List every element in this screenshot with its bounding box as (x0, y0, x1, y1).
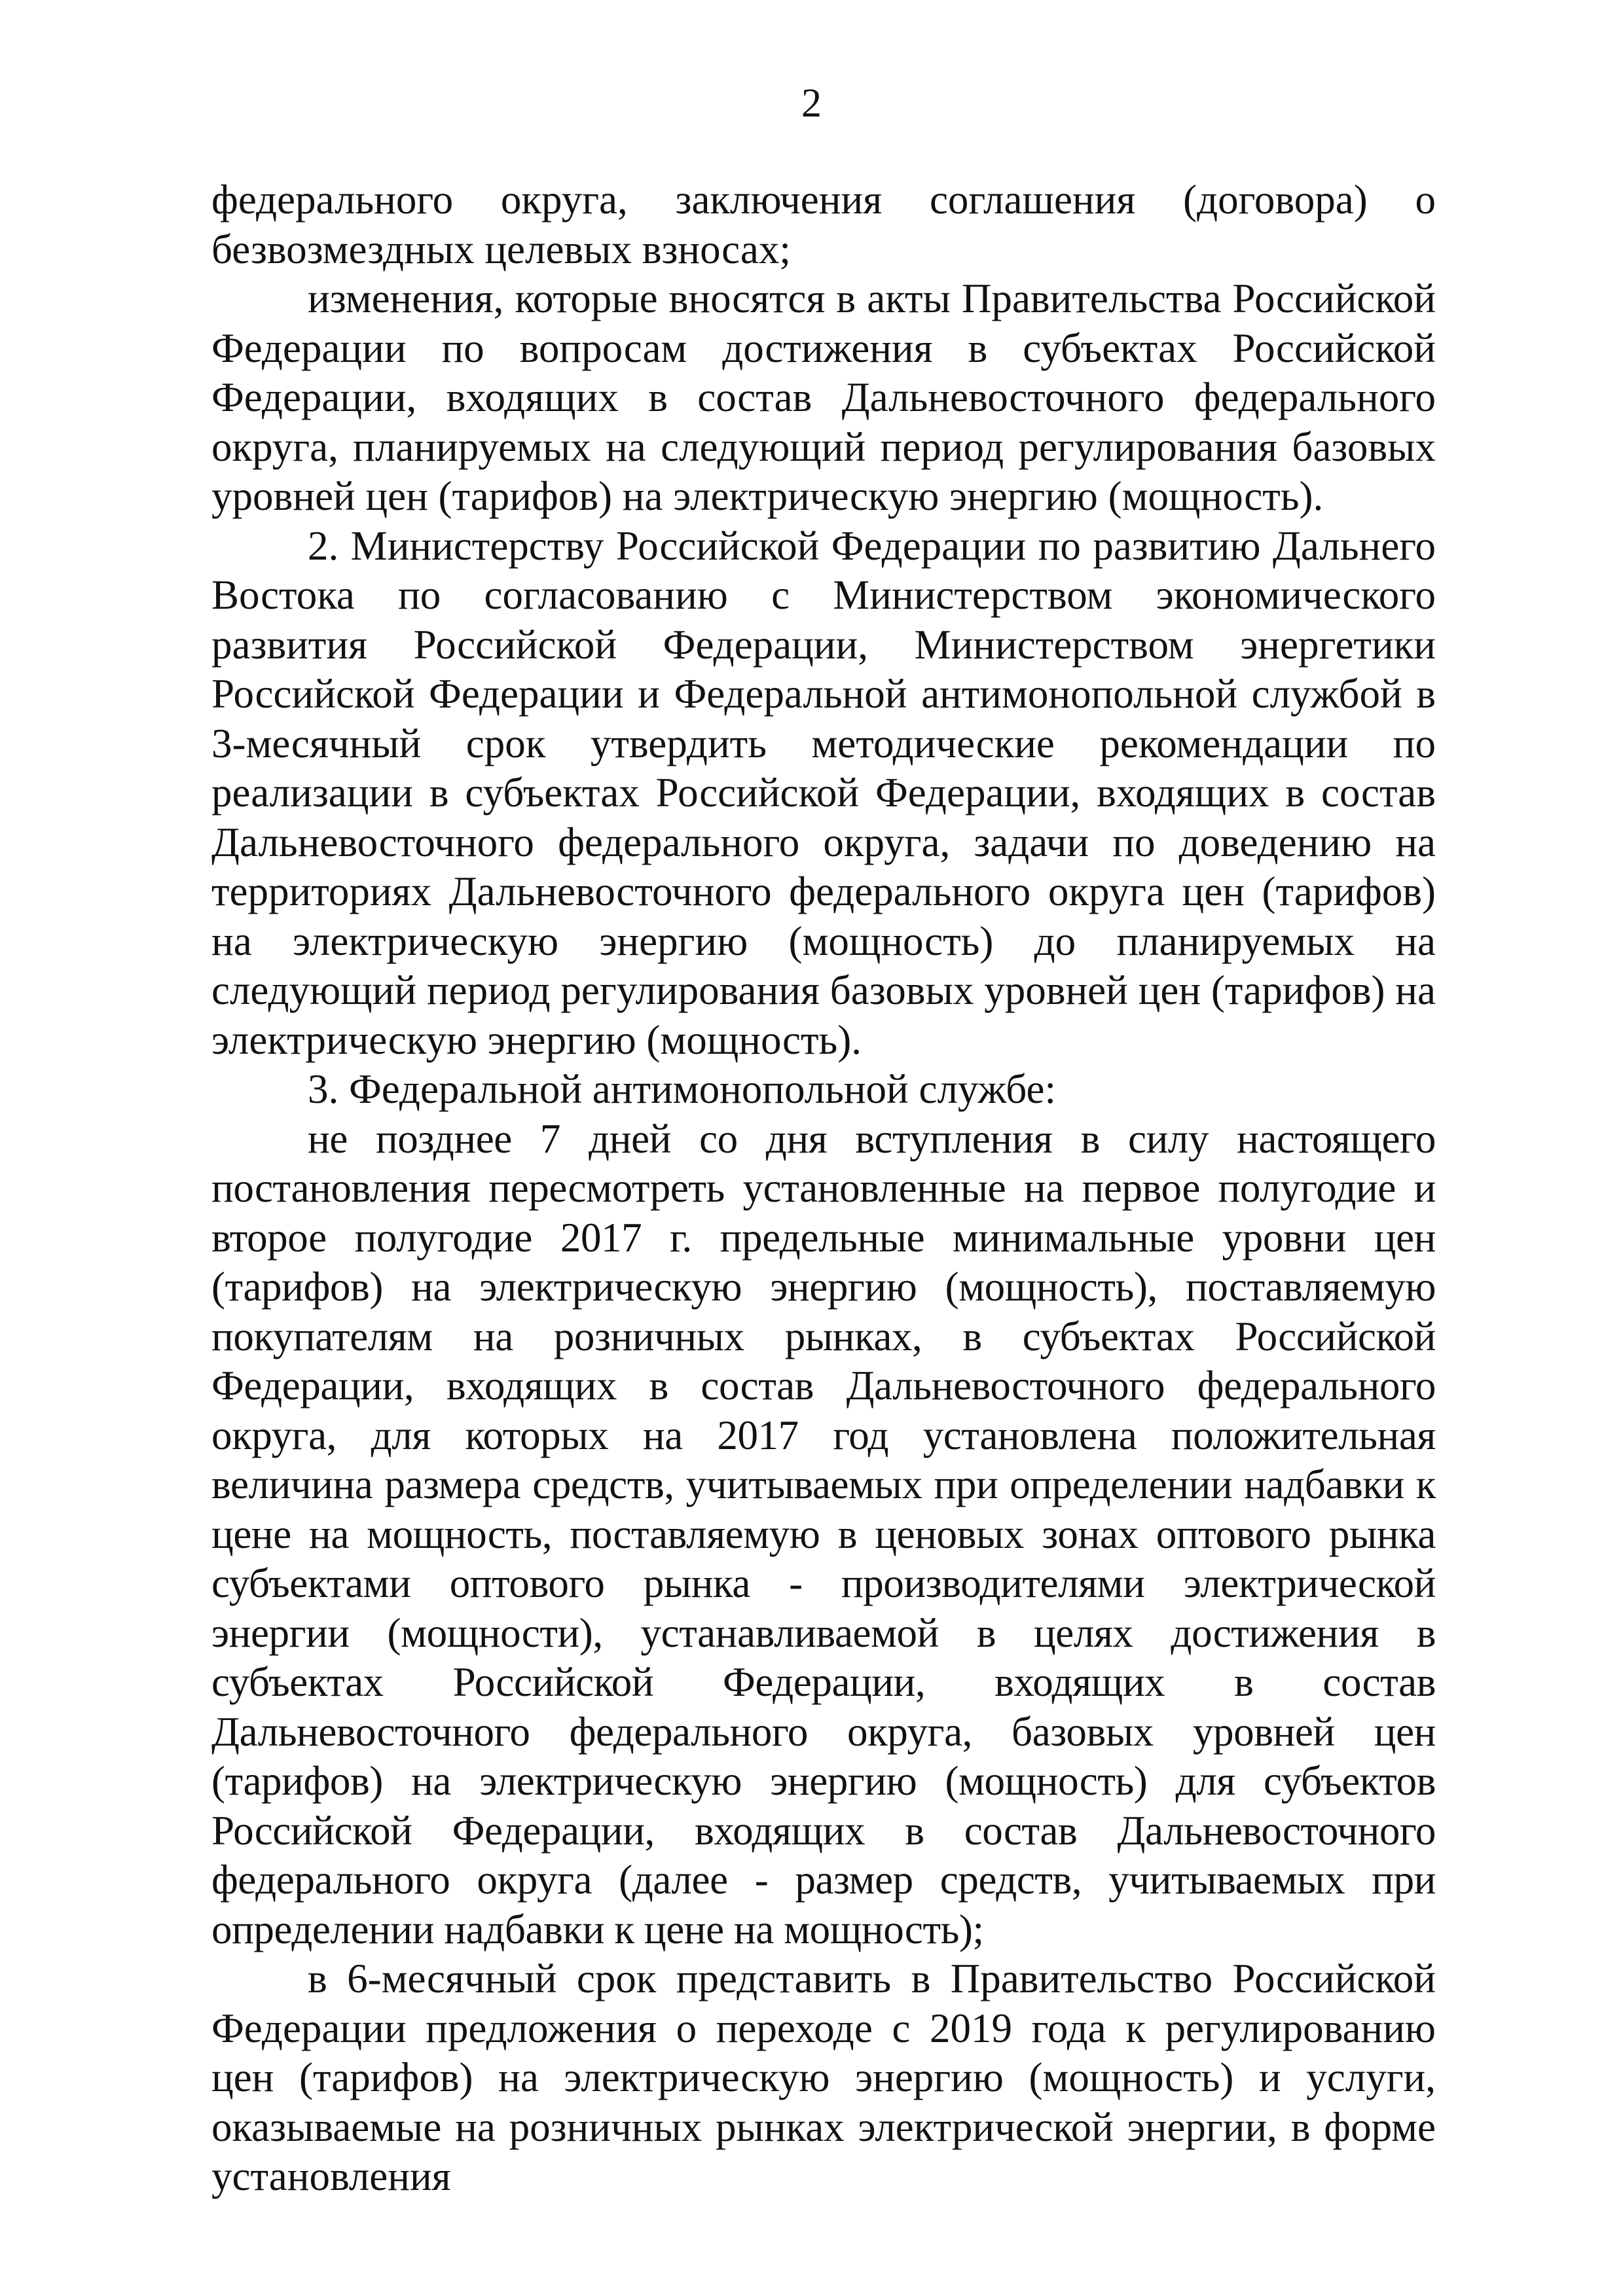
page-number: 2 (801, 81, 822, 126)
document-body (211, 175, 1436, 2202)
paragraph-item-3-sub-1: не позднее 7 дней со дня вступления в силу настоящего постановления пересмотреть установленные на первое полугодие и второе полугодие 2017 г. предельные минимальные уровни цен (тарифов) на электрическую энергию (мощность), поставляемую покупателям на розничных рынках, в субъектах Российской Федерации, входящих в состав Дальневосточного федерального округа, для которых на 2017 год установлена положительная величина размера средств, учитываемых при определении надбавки к цене на мощность, поставляемую в ценовых зонах оптового рынка субъектами оптового рынка - производителями электрической энергии (мощности), устанавливаемой в целях достижения в субъектах Российской Федерации, входящих в состав Дальневосточного федерального округа, базовых уровней цен (тарифов) на электрическую энергию (мощность) для субъектов Российской Федерации, входящих в состав Дальневосточного федерального округа (далее - размер средств, учитываемых при определении надбавки к цене на мощность); (211, 1115, 1436, 1952)
paragraph-item-3: 3. Федеральной антимонопольной службе: (308, 1066, 1056, 1112)
paragraph-continuation: федерального округа, заключения соглашения (договора) о безвозмездных целевых взносах; (211, 177, 1436, 272)
paragraph-item-3-sub-2: в 6-месячный срок представить в Правительство Российской Федерации предложения о переходе с 2019 года к регулированию цен (тарифов) на электрическую энергию (мощность) и услуги, оказываемые на розничных рынках электрической энергии, в форме установления (211, 1956, 1436, 2199)
paragraph-amendments: изменения, которые вносятся в акты Правительства Российской Федерации по вопросам достижения в субъектах Российской Федерации, входящих в состав Дальневосточного федерального округа, планируемых на следующий период регулирования базовых уровней цен (тарифов) на электрическую энергию (мощность). (211, 276, 1436, 519)
paragraph-item-2: 2. Министерству Российской Федерации по развитию Дальнего Востока по согласованию с Министерством экономического развития Российской Федерации, Министерством энергетики Российской Федерации и Федеральной антимонопольной службой в 3-месячный срок утвердить методические рекомендации по реализации в субъектах Российской Федерации, входящих в состав Дальневосточного федерального округа, задачи по доведению на территориях Дальневосточного федерального округа цен (тарифов) на электрическую энергию (мощность) до планируемых на следующий период регулирования базовых уровней цен (тарифов) на электрическую энергию (мощность). (211, 522, 1436, 1063)
